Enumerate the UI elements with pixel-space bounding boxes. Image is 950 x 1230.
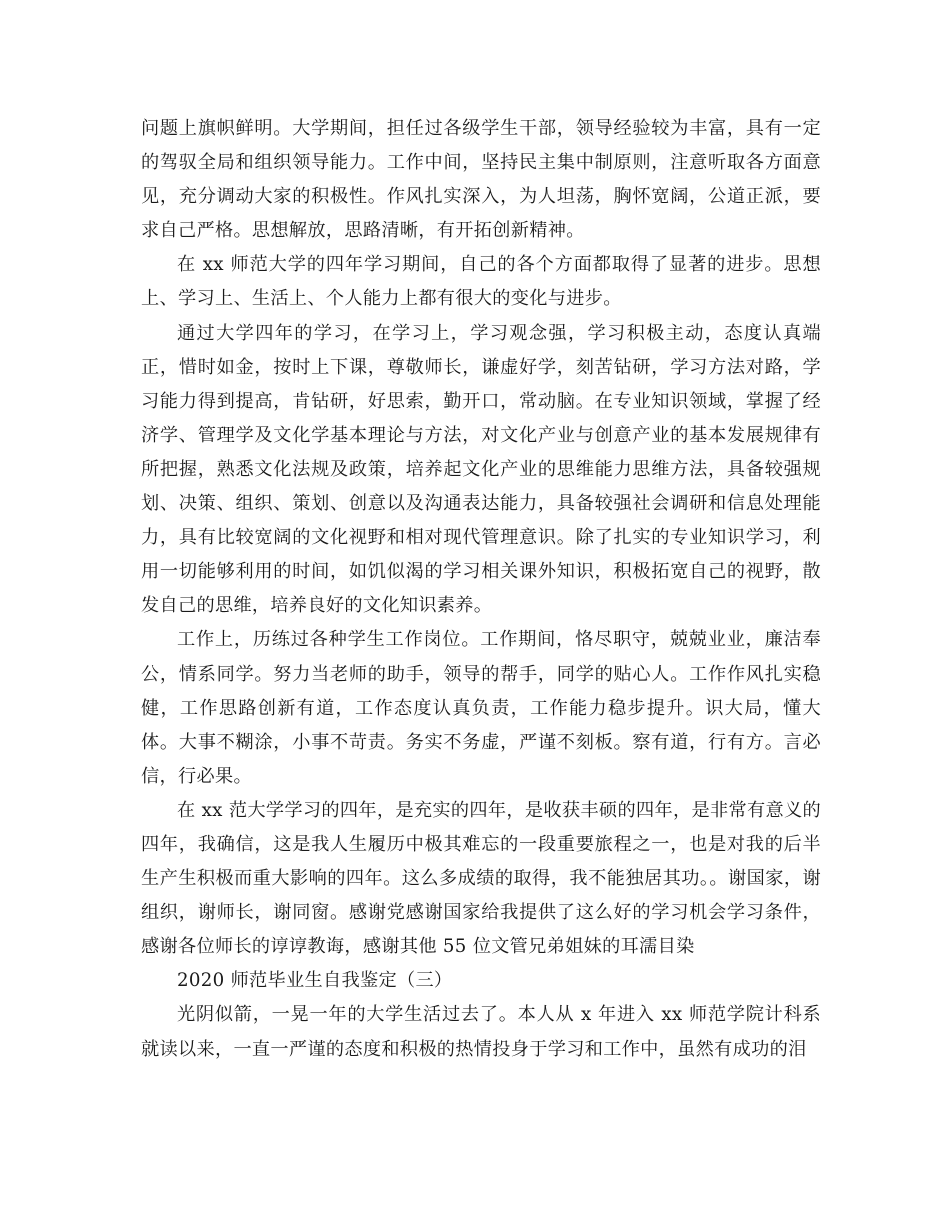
document-body bbox=[141, 112, 821, 1067]
paragraph-1: 问题上旗帜鲜明。大学期间，担任过各级学生干部，领导经验较为丰富，具有一定的驾驭全局和组织领导能力。工作中间，坚持民主集中制原则，注意听取各方面意见，充分调动大家的积极性。作风扎实深入，为人坦荡，胸怀宽阔，公道正派，要求自己严格。思想解放，思路清晰，有开拓创新精神。 bbox=[141, 118, 821, 242]
paragraph-2: 在 xx 师范大学的四年学习期间，自己的各个方面都取得了显著的进步。思想上、学习上、生活上、个人能力上都有很大的变化与进步。 bbox=[141, 254, 821, 310]
section-heading: 2020 师范毕业生自我鉴定（三） bbox=[177, 970, 453, 992]
paragraph-4: 工作上，历练过各种学生工作岗位。工作期间，恪尽职守，兢兢业业，廉洁奉公，情系同学。努力当老师的助手，领导的帮手，同学的贴心人。工作作风扎实稳健，工作思路创新有道，工作态度认真负责，工作能力稳步提升。识大局，懂大体。大事不糊涂，小事不苛责。务实不务虚，严谨不刻板。察有道，行有方。言必信，行必果。 bbox=[141, 629, 821, 787]
paragraph-3: 通过大学四年的学习，在学习上，学习观念强，学习积极主动，态度认真端正，惜时如金，按时上下课，尊敬师长，谦虚好学，刻苦钻研，学习方法对路，学习能力得到提高，肯钻研，好思索，勤开口，常动脑。在专业知识领域，掌握了经济学、管理学及文化学基本理论与方法，对文化产业与创意产业的基本发展规律有所把握，熟悉文化法规及政策，培养起文化产业的思维能力思维方法，具备较强规划、决策、组织、策划、创意以及沟通表达能力，具备较强社会调研和信息处理能力，具有比较宽阔的文化视野和相对现代管理意识。除了扎实的专业知识学习，利用一切能够利用的时间，如饥似渴的学习相关课外知识，积极拓宽自己的视野，散发自己的思维，培养良好的文化知识素养。 bbox=[141, 322, 821, 617]
paragraph-6: 光阴似箭，一晃一年的大学生活过去了。本人从 x 年进入 xx 师范学院计科系就读以来，一直一严谨的态度和积极的热情投身于学习和工作中，虽然有成功的泪 bbox=[141, 1004, 821, 1060]
paragraph-5: 在 xx 范大学学习的四年，是充实的四年，是收获丰硕的四年，是非常有意义的四年，我确信，这是我人生履历中极其难忘的一段重要旅程之一，也是对我的后半生产生积极而重大影响的四年。这么多成绩的取得，我不能独居其功。。谢国家，谢组织，谢师长，谢同窗。感谢党感谢国家给我提供了这么好的学习机会学习条件，感谢各位师长的谆谆教诲，感谢其他 55 位文管兄弟姐妹的耳濡目染 bbox=[141, 799, 821, 958]
